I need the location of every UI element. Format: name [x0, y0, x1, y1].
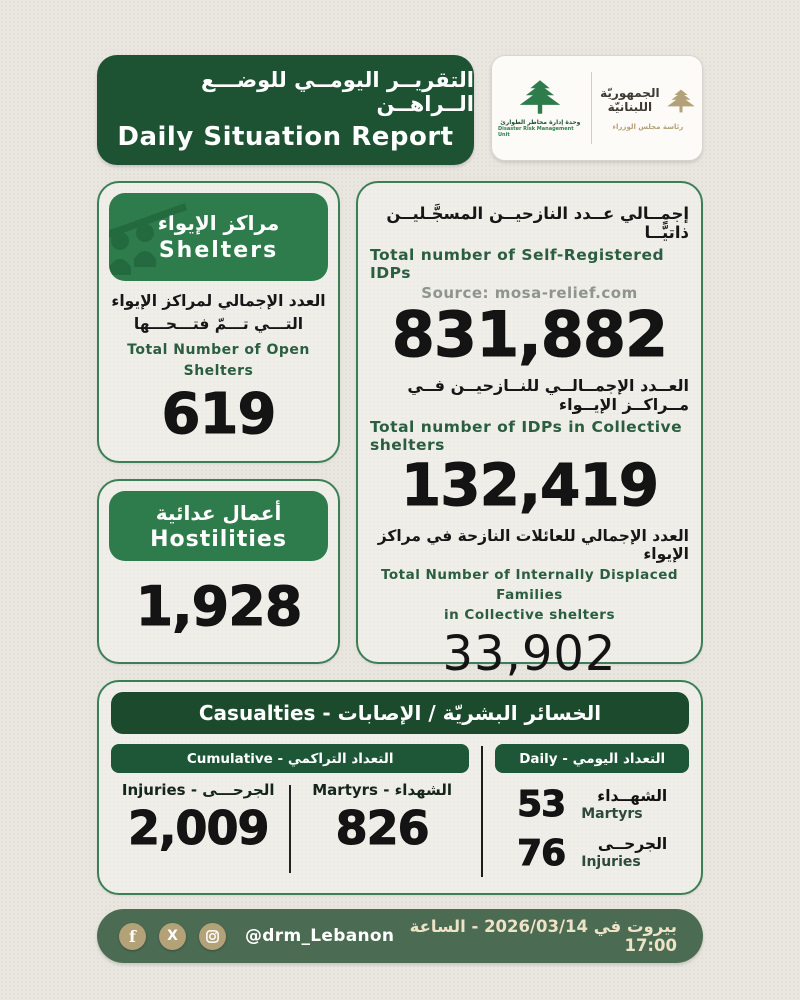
drm-logo	[498, 78, 583, 138]
cumulative-divider	[289, 785, 291, 873]
instagram-icon[interactable]	[199, 923, 226, 950]
gov-subtitle: رئاسة مجلس الوزراء	[612, 123, 684, 131]
families-label-en-line2: in Collective shelters	[443, 607, 615, 624]
gold-cedar-icon	[666, 85, 696, 117]
cumulative-martyrs	[295, 781, 469, 883]
idps-in-shelters-block	[370, 367, 689, 518]
daily-martyrs-arabic: الشهــداء	[597, 787, 668, 806]
daily-header: Daily - التعداد اليومي	[495, 744, 689, 773]
hostilities-title-english: Hostilities	[150, 526, 287, 552]
casualties-header: الخسائر البشريّة / الإصابات - Casualties	[111, 692, 689, 734]
self-registered-idps-block	[370, 195, 689, 371]
daily-section	[495, 744, 689, 883]
daily-martyrs-english: Martyrs	[581, 805, 643, 822]
source-text: Source: mosa-relief.com	[421, 284, 638, 302]
gov-line1: الجمهوريّة	[600, 86, 660, 101]
hostilities-header	[109, 491, 328, 561]
report-title-english: Daily Situation Report	[117, 122, 454, 152]
daily-injuries-value: 76	[517, 832, 566, 874]
hostilities-title-arabic: أعمال عدائية	[155, 500, 282, 525]
cumulative-martyrs-label: Martyrs - الشهداء	[312, 781, 453, 799]
logos-card	[491, 55, 703, 161]
facebook-icon[interactable]: f	[119, 923, 146, 950]
families-value: 33,902	[442, 625, 617, 682]
families-label-en-line1: Total Number of Internally Displaced Families	[380, 566, 679, 604]
idps-shelters-value: 132,419	[400, 451, 659, 520]
families-label-english	[370, 565, 689, 626]
shelter-people-icon	[109, 197, 189, 281]
report-title-box	[97, 55, 474, 165]
footer-bar	[97, 909, 703, 963]
daily-martyrs-value: 53	[517, 784, 566, 826]
cumulative-section	[111, 744, 469, 883]
displacement-card	[356, 181, 703, 682]
gov-line2: اللبنانيّة	[607, 100, 653, 114]
shelters-label-arabic	[111, 290, 325, 337]
drm-name-arabic: وحدة إدارة مخاطر الطوارئ	[500, 119, 581, 126]
header	[97, 55, 703, 165]
self-registered-label-english: Total number of Self-Registered IDPs	[370, 246, 665, 282]
idps-shelters-label-english: Total number of IDPs in Collective shelters	[370, 418, 683, 455]
shelters-value: 619	[161, 381, 276, 447]
drm-name-english: Disaster Risk Management Unit	[498, 126, 574, 138]
cumulative-injuries	[111, 781, 285, 883]
families-label-arabic: العدد الإجمالي للعائلات النازحة في مراكز الإيواء	[377, 526, 689, 563]
sections-divider	[481, 746, 483, 877]
cumulative-injuries-label: Injuries - الجرحـــى	[121, 781, 275, 799]
shelters-label-ar-line2: التـــي تـــمّ فتـــحـــها	[133, 315, 304, 334]
daily-martyrs-row	[495, 784, 689, 825]
shelters-header	[109, 193, 328, 281]
logo-divider	[591, 72, 592, 144]
shelters-card	[97, 181, 340, 463]
report-title-arabic: التقريــر اليومــي للوضـــع الــراهــن	[201, 68, 474, 116]
cumulative-injuries-value: 2,009	[127, 801, 269, 855]
report-datetime: بيروت في 2026/03/14 - الساعة 17:00	[409, 917, 677, 955]
x-twitter-icon[interactable]: X	[159, 923, 186, 950]
cumulative-martyrs-value: 826	[335, 801, 429, 855]
cumulative-header: Cumulative - التعداد التراكمي	[111, 744, 469, 773]
idps-shelters-label-arabic: العــدد الإجمــالــي للنــازحيــن فــي مــراكــز الإيــواء	[407, 376, 689, 415]
casualties-card	[97, 680, 703, 895]
hostilities-value: 1,928	[135, 575, 302, 638]
daily-injuries-english: Injuries	[581, 854, 641, 871]
hostilities-card	[97, 479, 340, 664]
displaced-families-block	[370, 518, 689, 681]
social-handle: @drm_Lebanon	[245, 926, 395, 946]
self-registered-value: 831,882	[391, 298, 668, 371]
shelters-title-english: Shelters	[158, 238, 279, 263]
daily-injuries-arabic: الجرحــى	[597, 835, 668, 854]
government-logo	[600, 85, 696, 131]
daily-injuries-row	[495, 833, 689, 874]
lebanese-republic-calligraphy	[600, 87, 659, 115]
cedar-tree-icon	[518, 78, 562, 116]
shelters-label-english: Total Number of Open Shelters	[127, 341, 310, 379]
self-registered-label-arabic: إجمــالي عــدد النازحيــن المسجَّـليــن ذاتيًّــا	[386, 204, 689, 242]
shelters-title-arabic: مراكز الإيواء	[157, 211, 280, 235]
shelters-label-ar-line1: العدد الإجمالي لمراكز الإيواء	[111, 292, 326, 310]
